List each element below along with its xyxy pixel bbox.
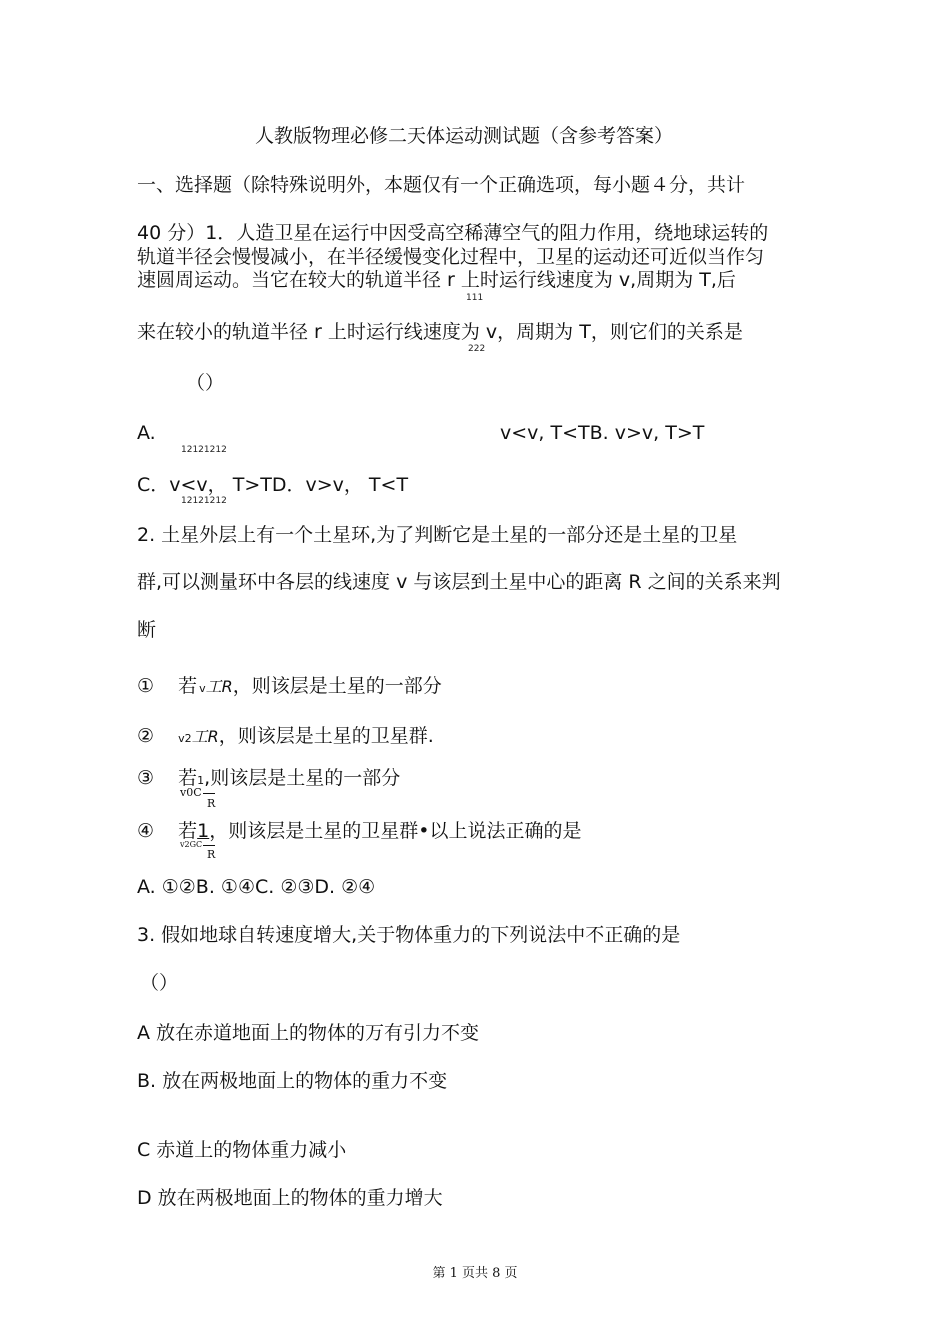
page-title: 人教版物理必修二天体运动测试题（含参考答案） (255, 125, 674, 147)
q2-line2: 群,可以测量环中各层的线速度 v 与该层到土星中心的距离 R 之间的关系来判 (137, 571, 781, 593)
q3-line1: 3. 假如地球自转速度增大,关于物体重力的下列说法中不正确的是 (137, 924, 681, 946)
q1-line3-subscripts: 111 (466, 293, 484, 303)
statement-3-denominator-left: v0C (180, 786, 202, 799)
q3-option-d: D 放在两极地面上的物体的重力增大 (137, 1187, 443, 1209)
q1-option-a-subscripts: 12121212 (181, 445, 227, 455)
q3-option-c: C 赤道上的物体重力减小 (137, 1139, 347, 1161)
q2-statement-4 (137, 822, 581, 841)
statement-4-number: ④ (137, 820, 155, 842)
q1-answer-blank: （） (186, 372, 225, 394)
q1-option-cd: C．v<v， T>TD．v>v， T<T (137, 474, 409, 496)
statement-1-formula: 工R (205, 677, 233, 696)
q2-statement-2 (137, 727, 434, 746)
statement-3-prefix: 若 (178, 767, 198, 789)
statement-2-formula: 工R (191, 727, 219, 746)
q1-option-ab: v<v, T<TB. v>v, T>T (500, 422, 705, 444)
q1-line4: 来在较小的轨道半径 r 上时运行线速度为 v，周期为 T，则它们的关系是 (137, 321, 743, 343)
q1-line3: 速圆周运动。当它在较大的轨道半径 r 上时运行线速度为 v,周期为 T,后 (137, 269, 736, 291)
statement-3-denominator: R (207, 797, 216, 810)
q1-line2: 轨道半径会慢慢减小，在半径缓慢变化过程中，卫星的运动还可近似当作匀 (137, 246, 765, 268)
statement-4-text: ，则该层是土星的卫星群•以上说法正确的是 (209, 820, 582, 842)
q1-option-cd-subscripts: 12121212 (181, 496, 227, 506)
statement-1-prefix: 若 (178, 675, 198, 697)
section-heading: 一、选择题（除特殊说明外，本题仅有一个正确选项，每小题４分，共计 (137, 174, 746, 196)
q3-answer-blank: （） (140, 972, 179, 994)
q2-options: A. ①②B. ①④C. ②③D. ②④ (137, 876, 376, 898)
statement-1-number: ① (137, 675, 155, 697)
statement-2-variable: v2 (178, 732, 192, 745)
statement-1-variable: v (199, 682, 206, 695)
statement-4-denominator-left: v2GC (180, 840, 203, 849)
q2-statement-3 (137, 769, 400, 788)
q1-option-a-label: A. (137, 422, 156, 444)
q3-option-a: A 放在赤道地面上的物体的万有引力不变 (137, 1022, 480, 1044)
q1-line4-subscripts: 222 (468, 344, 486, 354)
statement-4-denominator: R (207, 848, 216, 861)
page-footer: 第 1 页共 8 页 (432, 1266, 518, 1281)
q3-option-b: B. 放在两极地面上的物体的重力不变 (137, 1070, 448, 1092)
statement-3-text: ,则该层是土星的一部分 (204, 767, 401, 789)
statement-4-prefix: 若 (178, 820, 198, 842)
q2-line1: 2. 土星外层上有一个土星环,为了判断它是土星的一部分还是土星的卫星 (137, 524, 738, 546)
statement-3-number: ③ (137, 767, 155, 789)
statement-1-text: ，则该层是土星的一部分 (232, 675, 442, 697)
statement-2-text: ，则该层是土星的卫星群. (218, 725, 434, 747)
fraction-bar (203, 845, 215, 846)
fraction-bar (203, 793, 215, 794)
section-heading-continued: 40 分）1．人造卫星在运行中因受高空稀薄空气的阻力作用，绕地球运转的 (137, 222, 769, 244)
q2-line3: 断 (137, 619, 157, 641)
statement-3-numerator: 1 (197, 774, 205, 787)
statement-2-number: ② (137, 725, 155, 747)
q2-statement-1 (137, 677, 442, 696)
statement-4-numerator: 1 (197, 820, 210, 842)
